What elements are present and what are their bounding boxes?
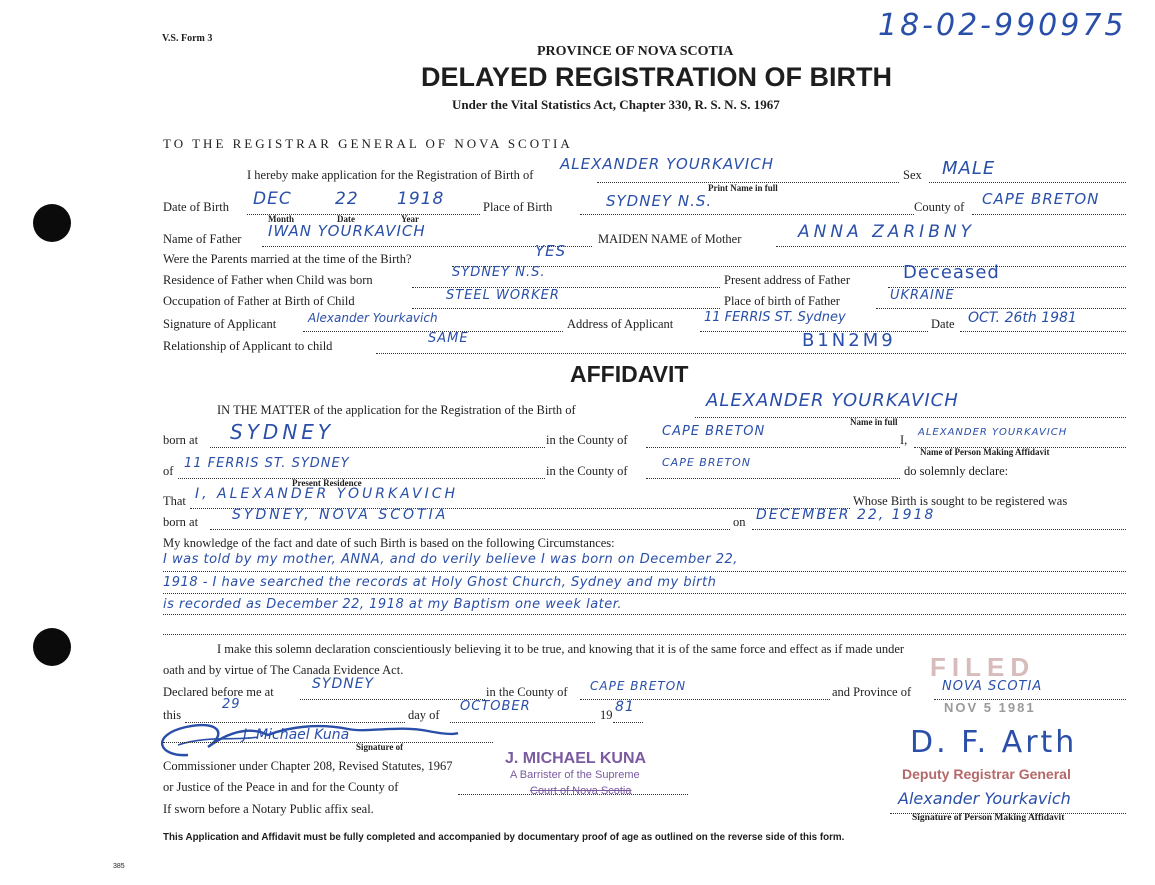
person-sig-caption: Signature of Person Making Affidavit <box>912 813 1065 823</box>
place-line <box>580 214 914 215</box>
county3-value: CAPE BRETON <box>590 679 687 693</box>
commissioner-sig-line <box>163 742 493 743</box>
year-prefix: 19 <box>600 708 613 722</box>
married-line <box>452 266 1126 267</box>
month-value: OCTOBER <box>460 699 531 714</box>
matter-label: IN THE MATTER of the application for the Registration of the Birth of <box>217 403 576 417</box>
circumstance-1: I was told by my mother, ANNA, and do verily believe I was born on December 22, <box>163 552 738 567</box>
occupation-value: STEEL WORKER <box>446 288 560 303</box>
commissioner-signature-text: J. Michael Kuna <box>243 727 350 743</box>
declared-label: Declared before me at <box>163 685 274 699</box>
day-value: 29 <box>222 697 241 712</box>
father-label: Name of Father <box>163 232 242 246</box>
sex-value: MALE <box>942 158 996 179</box>
residence-label: Residence of Father when Child was born <box>163 273 373 287</box>
punch-hole-bottom <box>33 628 71 666</box>
month-line <box>450 722 595 723</box>
married-label: Were the Parents married at the time of the Birth? <box>163 252 412 266</box>
mother-line <box>776 246 1126 247</box>
in-county2-label: in the County of <box>486 685 568 699</box>
form-number: V.S. Form 3 <box>162 33 213 44</box>
born-at2-label: born at <box>163 515 199 529</box>
justice-label: or Justice of the Peace in and for the County of <box>163 780 399 794</box>
present-address-value: Deceased <box>903 262 1000 283</box>
signature-of-label: Signature of <box>356 742 404 752</box>
date-signed-label: Date <box>931 317 955 331</box>
print-name-label: Print Name in full <box>708 183 778 193</box>
place-value: SYDNEY N.S. <box>606 192 713 210</box>
of-label: of <box>163 464 174 478</box>
knowledge-label: My knowledge of the fact and date of such Birth is based on the following Circumstances: <box>163 536 615 550</box>
county-line <box>972 214 1126 215</box>
commissioner-stamp-name: J. MICHAEL KUNA <box>505 750 647 767</box>
commissioner-label: Commissioner under Chapter 208, Revised Statutes, 1967 <box>163 759 453 773</box>
declared-value: SYDNEY <box>312 676 375 692</box>
solemn-declaration-1: I make this solemn declaration conscientiously believing it to be true, and knowing that it is of the same force and effect as if made under <box>217 642 905 656</box>
in-county-label: in the County of <box>546 433 628 447</box>
filed-date-stamp: NOV 5 1981 <box>944 700 1036 715</box>
place-label: Place of Birth <box>483 200 553 214</box>
married-value: YES <box>535 242 567 260</box>
occupation-label: Occupation of Father at Birth of Child <box>163 294 355 308</box>
commissioner-stamp-line1: A Barrister of the Supreme <box>510 769 640 781</box>
date-signed-line <box>960 331 1126 332</box>
county-affidavit-line <box>646 447 900 448</box>
date-signed-value: OCT. 26th 1981 <box>968 310 1077 326</box>
circumstance-3: is recorded as December 22, 1918 at my Baptism one week later. <box>163 597 623 612</box>
born-at-line <box>210 447 545 448</box>
relationship-label: Relationship of Applicant to child <box>163 339 333 353</box>
intro-label: I hereby make application for the Registration of Birth of <box>247 168 534 182</box>
dob-date: 22 <box>335 189 359 209</box>
father-birthplace-value: UKRAINE <box>890 288 955 303</box>
occupation-line <box>412 308 720 309</box>
dob-month: DEC <box>253 189 292 209</box>
applicant-address-label: Address of Applicant <box>567 317 674 331</box>
province-label: and Province of <box>832 685 912 699</box>
circumstance-line-2 <box>163 593 1126 594</box>
applicant-address-value: 11 FERRIS ST. Sydney <box>704 310 846 325</box>
circumstance-line-3 <box>163 614 1126 615</box>
notary-label: If sworn before a Notary Public affix seal. <box>163 802 374 816</box>
affiant-value: ALEXANDER YOURKAVICH <box>918 427 1068 438</box>
province-heading: PROVINCE OF NOVA SCOTIA <box>537 44 734 59</box>
document-title: DELAYED REGISTRATION OF BIRTH <box>421 62 893 92</box>
matter-value: ALEXANDER YOURKAVICH <box>706 390 959 411</box>
applicant-postal-value: B1N2M9 <box>802 330 896 351</box>
province-value: NOVA SCOTIA <box>942 679 1043 694</box>
county2-line <box>646 478 900 479</box>
declared-line <box>300 699 485 700</box>
circumstance-line-1 <box>163 571 1126 572</box>
file-number: 18-02-990975 <box>878 8 1127 43</box>
on-value: DECEMBER 22, 1918 <box>756 507 936 523</box>
date-label: Date <box>337 214 355 224</box>
solemn-declaration-2: oath and by virtue of The Canada Evidence Act. <box>163 663 404 677</box>
county2-value: CAPE BRETON <box>662 456 752 469</box>
on-label: on <box>733 515 746 529</box>
i-label: I, <box>900 433 908 447</box>
commissioner-signature-image <box>148 705 468 765</box>
signature-label: Signature of Applicant <box>163 317 277 331</box>
circumstance-2: 1918 - I have searched the records at Holy Ghost Church, Sydney and my birth <box>163 575 717 590</box>
commissioner-stamp-line2: Court of Nova Scotia <box>530 785 632 797</box>
county-affidavit-value: CAPE BRETON <box>662 424 766 439</box>
on-line <box>752 529 1126 530</box>
relationship-line <box>376 353 1126 354</box>
born-at2-value: SYDNEY, NOVA SCOTIA <box>232 507 449 523</box>
residence-value: SYDNEY N.S. <box>452 265 546 280</box>
punch-hole-top <box>33 204 71 242</box>
addressee: TO THE REGISTRAR GENERAL OF NOVA SCOTIA <box>163 136 573 151</box>
affidavit-heading: AFFIDAVIT <box>570 361 689 387</box>
year-label: Year <box>401 214 419 224</box>
born-at2-line <box>210 529 730 530</box>
relationship-value: SAME <box>428 331 469 346</box>
year-line <box>613 722 643 723</box>
dob-label: Date of Birth <box>163 200 229 214</box>
mother-value: ANNA ZARIBNY <box>798 222 975 242</box>
present-residence-label: Present Residence <box>292 478 362 488</box>
born-at-label: born at <box>163 433 199 447</box>
person-signature: Alexander Yourkavich <box>898 789 1071 808</box>
this-label: this <box>163 708 182 722</box>
father-value: IWAN YOURKAVICH <box>268 222 426 240</box>
name-full-label: Name in full <box>850 417 898 427</box>
month-label: Month <box>268 214 295 224</box>
sex-label: Sex <box>903 168 922 182</box>
declare-label: do solemnly declare: <box>904 464 1009 478</box>
whose-birth-label: Whose Birth is sought to be registered was <box>853 494 1068 508</box>
deputy-signature: D. F. Arth <box>910 725 1078 760</box>
day-of-label: day of <box>408 708 440 722</box>
matter-line <box>695 417 1126 418</box>
year-suffix: 81 <box>615 699 635 715</box>
of-value: 11 FERRIS ST. SYDNEY <box>184 456 350 471</box>
filed-stamp: FILED <box>930 652 1036 682</box>
dob-year: 1918 <box>397 189 445 209</box>
father-birthplace-line <box>876 308 1126 309</box>
mother-label: MAIDEN NAME of Mother <box>598 232 742 246</box>
corner-code: 385 <box>113 863 125 870</box>
signature-value: Alexander Yourkavich <box>308 311 438 325</box>
sex-line <box>929 182 1126 183</box>
that-label: That <box>163 494 186 508</box>
present-address-label: Present address of Father <box>724 273 851 287</box>
county-label: County of <box>914 200 965 214</box>
affiant-caption: Name of Person Making Affidavit <box>920 447 1050 457</box>
county-value: CAPE BRETON <box>982 190 1100 208</box>
in-county-label-2: in the County of <box>546 464 628 478</box>
document-subtitle: Under the Vital Statistics Act, Chapter 330, R. S. N. S. 1967 <box>452 97 780 112</box>
father-birthplace-label: Place of birth of Father <box>724 294 840 308</box>
born-at-value: SYDNEY <box>230 420 335 444</box>
that-value: I, ALEXANDER YOURKAVICH <box>195 486 459 502</box>
name-value: ALEXANDER YOURKAVICH <box>560 155 774 173</box>
footer-notice: This Application and Affidavit must be fully completed and accompanied by documentary proof of age as outlined on the reverse side of this form. <box>163 832 845 843</box>
circumstance-line-4 <box>163 634 1126 635</box>
deputy-registrar-stamp: Deputy Registrar General <box>902 766 1071 782</box>
